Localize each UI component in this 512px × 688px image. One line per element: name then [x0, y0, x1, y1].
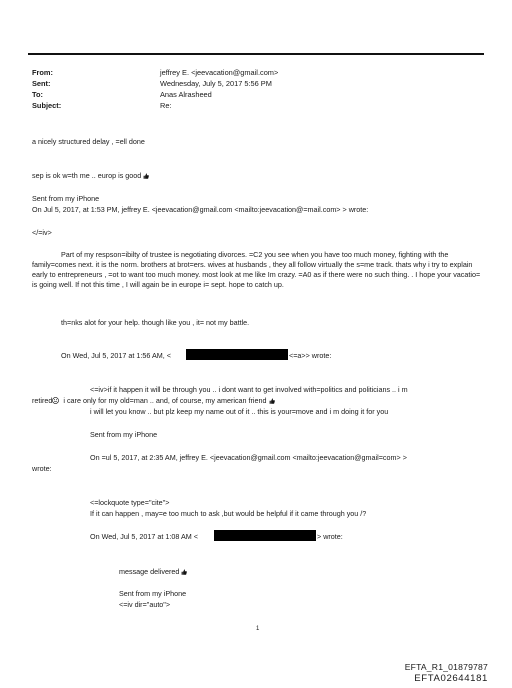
quote-header-4: On Wed, Jul 5, 2017 at 1:08 AM < — [90, 532, 198, 541]
trustee-paragraph-text: Part of my respson=ibilty of trustee is negotiating divorces. =C2 you see when you have too much money, fighting with the family=comes next. it is the norm. brothers at brot=ers. wives at husbands , they all follow virtually the s=me track. thats why i try to explain early to entrepreneurs , =ot to want too much money. most look at me like Im crazy. =A0 as if there were no such thing. . I hope your vacatio= is going well. If not this time , I will again be in europe i= sept. hope to catch up. — [32, 250, 481, 289]
subject-label: Subject: — [32, 101, 62, 110]
sent-from-iphone-3: Sent from my iPhone — [119, 589, 187, 598]
sent-value: Wednesday, July 5, 2017 5:56 PM — [160, 79, 272, 88]
thanks-line: th=nks alot for your help. though like you , it= not my battle. — [61, 318, 250, 327]
header-rule — [28, 53, 484, 55]
thumbs-up-icon — [181, 569, 187, 575]
smiley-icon — [52, 397, 59, 404]
to-label: To: — [32, 90, 43, 99]
thumbs-up-icon — [143, 173, 149, 179]
quote-header-2-text: On Wed, Jul 5, 2017 at 1:56 AM, < — [61, 351, 171, 360]
quote-header-2 — [61, 351, 171, 361]
thumbs-up-icon — [269, 398, 275, 404]
bates-number-small: EFTA_R1_01879787 — [404, 662, 488, 672]
request-line: If it can happen , may=e too much to ask ,but would be helpful if it came through you /? — [90, 509, 367, 518]
redaction-box — [214, 530, 316, 541]
reply-line-politics: <=iv>if it happen it will be through you .. i dont want to get involved with=politics and politicians .. i m — [90, 385, 408, 394]
body-line-europe — [32, 171, 149, 181]
redaction-box — [186, 349, 288, 360]
from-value: jeffrey E. <jeevacation@gmail.com> — [160, 68, 279, 77]
reply-line-retired — [32, 396, 275, 406]
body-line-europe-text: sep is ok w=th me .. europ is good — [32, 171, 142, 180]
body-line-reply: a nicely structured delay , =ell done — [32, 137, 145, 146]
reply-line-keep-name: i will let you know .. but plz keep my name out of it .. this is your=move and i m doing it for you — [90, 407, 389, 416]
quote-header-3: On =ul 5, 2017, at 2:35 AM, jeffrey E. <jeevacation@gmail.com <mailto:jeevacation@gmail=com> > — [90, 453, 407, 462]
subject-value: Re: — [160, 101, 172, 110]
sent-label: Sent: — [32, 79, 51, 88]
quote-header-4-suffix: > wrote: — [317, 532, 343, 541]
from-label: From: — [32, 68, 53, 77]
quote-header: On Jul 5, 2017, at 1:53 PM, jeffrey E. <jeevacation@gmail.com <mailto:jeevacation@=mail.com> > wrote: — [32, 205, 369, 214]
sent-from-iphone: Sent from my iPhone — [32, 194, 100, 203]
bates-number-large: EFTA02644181 — [414, 673, 488, 684]
trustee-paragraph — [32, 250, 484, 290]
sent-from-iphone-2: Sent from my iPhone — [90, 430, 158, 439]
quote-header-3-wrote: wrote: — [32, 464, 52, 473]
blockquote-tag: <=lockquote type="cite"> — [90, 498, 170, 507]
page-number: 1 — [256, 626, 260, 632]
retired-text: retired — [32, 396, 53, 405]
message-delivered-line — [119, 567, 187, 577]
quote-header-2-suffix: <=a>> wrote: — [289, 351, 332, 360]
to-value: Anas Alrasheed — [160, 90, 212, 99]
message-delivered-text: message delivered — [119, 567, 180, 576]
american-friend-text: i care only for my old=man .. and, of course, my american friend — [61, 396, 267, 405]
div-close-tag: </=iv> — [32, 228, 52, 237]
div-dir-tag: <=iv dir="auto"> — [119, 600, 171, 609]
